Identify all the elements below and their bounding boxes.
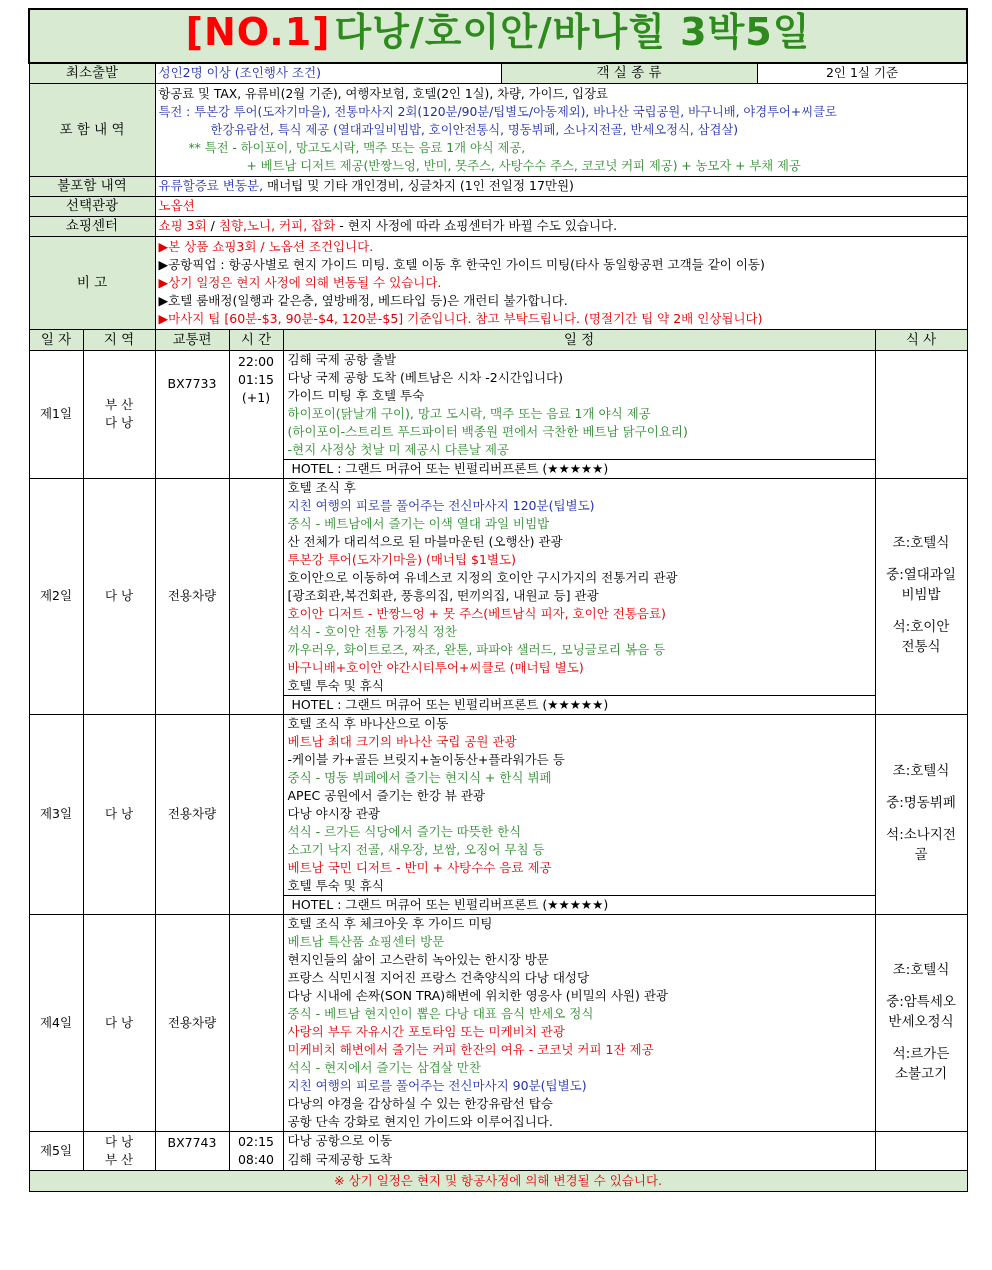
day-row <box>29 914 967 1131</box>
schedule-item: 다낭 공항으로 이동 <box>287 1132 393 1148</box>
day-meals <box>875 350 967 478</box>
schedule-item: 사랑의 부두 자유시간 포토타임 또는 미케비치 관광 <box>287 1023 565 1039</box>
shopping-count: 쇼핑 3회 <box>158 218 207 233</box>
day-region: 다 낭 부 산 <box>83 1131 155 1170</box>
excluded-label: 불포함 내역 <box>29 176 155 196</box>
included-line: 특전 : 투본강 투어(도자기마을), 전통마사지 2회(120분/90분/팁별도/아동제외), 바나산 국립공원, 바구니배, 야경투어+씨클로 <box>158 104 837 119</box>
schedule-item: 베트남 최대 크기의 바나산 국립 공원 관광 <box>287 733 517 749</box>
day-transport: 전용차량 <box>155 914 229 1131</box>
header-day: 일 자 <box>29 329 83 350</box>
schedule-item: 현지인들의 삶이 고스란히 녹아있는 한시장 방문 <box>287 951 549 967</box>
day-region: 다 낭 <box>83 478 155 714</box>
day-schedule <box>283 914 875 1131</box>
schedule-item: 중식 - 베트남에서 즐기는 이색 열대 과일 비빔밥 <box>287 515 550 531</box>
day-meals: 조:호텔식 중:암특세오 반세오정식 석:르가든 소불고기 <box>875 914 967 1131</box>
schedule-item: 호텔 조식 후 체크아웃 후 가이드 미팅 <box>287 915 493 931</box>
room-type-label: 객 실 종 류 <box>501 63 757 83</box>
day-meals <box>875 1131 967 1170</box>
schedule-item: 호텔 투숙 및 휴식 <box>287 877 384 893</box>
schedule-item: 베트남 국민 디저트 - 반미 + 사탕수수 음료 제공 <box>287 859 552 875</box>
header-meal: 식 사 <box>875 329 967 350</box>
schedule-item: 프랑스 식민시절 지어진 프랑스 건축양식의 다낭 대성당 <box>287 969 590 985</box>
schedule-item: 호텔 조식 후 <box>287 479 356 495</box>
title-number: [NO.1] <box>185 9 331 54</box>
schedule-item: 중식 - 명동 뷔페에서 즐기는 현지식 + 한식 뷔페 <box>287 769 552 785</box>
included-line: + 베트남 디저트 제공(반짱느엉, 반미, 못주스, 사탕수수 주스, 코코넛 커피 제공) + 농모자 + 부채 제공 <box>246 158 801 173</box>
schedule-item: 다낭의 야경을 감상하실 수 있는 한강유람선 탑승 <box>287 1095 553 1111</box>
schedule-item: 산 전체가 대리석으로 된 마블마운틴 (오행산) 관광 <box>287 533 563 549</box>
schedule-item: 중식 - 베트남 현지인이 뽑은 다낭 대표 음식 반세오 정식 <box>287 1005 594 1021</box>
day-transport: 전용차량 <box>155 478 229 714</box>
day-schedule <box>283 714 875 914</box>
schedule-item: 호이안 디저트 - 반짱느엉 + 못 주스(베트남식 피자, 호이안 전통음료) <box>287 605 666 621</box>
schedule-item: [광조회관,복건회관, 풍흥의집, 떤끼의집, 내원교 등] 관광 <box>287 587 599 603</box>
day-time: 22:00 01:15 (+1) <box>229 350 283 478</box>
day-time <box>229 478 283 714</box>
schedule-item: 하이포이(닭날개 구이), 망고 도시락, 맥주 또는 음료 1개 야식 제공 <box>287 405 651 421</box>
schedule-item: 지친 여행의 피로를 풀어주는 전신마사지 90분(팁별도) <box>287 1077 587 1093</box>
day-row <box>29 1131 967 1170</box>
day-label: 제3일 <box>29 714 83 914</box>
remarks-label: 비 고 <box>29 236 155 329</box>
day-meals: 조:호텔식 중:열대과일 비빔밥 석:호이안 전통식 <box>875 478 967 714</box>
day-transport: BX7743 <box>155 1131 229 1170</box>
schedule-item: 소고기 낙지 전골, 새우장, 보쌈, 오징어 무침 등 <box>287 841 545 857</box>
included-line: 한강유람선, 특식 제공 (열대과일비빔밥, 호이안전통식, 명동뷔페, 소나지전골, 반세오정식, 삼겹살) <box>210 122 739 137</box>
header-time: 시 간 <box>229 329 283 350</box>
shopping-label: 쇼핑센터 <box>29 216 155 236</box>
day-time <box>229 914 283 1131</box>
included-content <box>155 83 967 176</box>
remark-item: ▶호텔 룸배정(일행과 같은층, 옆방배정, 베드타입 등)은 개런티 불가합니다. <box>158 292 568 308</box>
optional-tour-value: 노옵션 <box>155 196 967 216</box>
day-region: 부 산 다 낭 <box>83 350 155 478</box>
excluded-value <box>155 176 967 196</box>
shopping-separator: / <box>206 218 219 233</box>
schedule-item: -케이블 카+골든 브릿지+놀이동산+플라워가든 등 <box>287 751 565 767</box>
schedule-item: 공항 단속 강화로 현지인 가이드와 이루어집니다. <box>287 1113 553 1129</box>
shopping-value <box>155 216 967 236</box>
day-row <box>29 478 967 714</box>
day-schedule <box>283 350 875 478</box>
header-transport: 교통편 <box>155 329 229 350</box>
shopping-note: - 현지 사정에 따라 쇼핑센터가 바뀔 수도 있습니다. <box>335 218 618 233</box>
day-label: 제5일 <box>29 1131 83 1170</box>
schedule-item: -현지 사정상 첫날 미 제공시 다른날 제공 <box>287 441 510 457</box>
schedule-item: 까우러우, 화이트로즈, 짜조, 완톤, 파파야 샐러드, 모닝글로리 볶음 등 <box>287 641 666 657</box>
excluded-rest: 매너팁 및 기타 개인경비, 싱글차지 (1인 전일정 17만원) <box>263 178 574 193</box>
schedule-item: 석식 - 호이안 전통 가정식 정찬 <box>287 623 457 639</box>
day-transport: BX7733 <box>155 350 229 478</box>
remark-item: ▶공항픽업 : 항공사별로 현지 가이드 미팅. 호텔 이동 후 한국인 가이드 미팅(타사 동일항공편 고객들 같이 이동) <box>158 256 765 272</box>
hotel-info: HOTEL : 그랜드 머큐어 또는 빈펄리버프론트 (★★★★★) <box>284 459 875 478</box>
min-departure-value: 성인2명 이상 (조인행사 조건) <box>155 63 501 83</box>
schedule-item: 김해 국제 공항 출발 <box>287 351 397 367</box>
schedule-item: 바구니배+호이안 야간시티투어+씨클로 (매너팁 별도) <box>287 659 584 675</box>
schedule-item: 호텔 투숙 및 휴식 <box>287 677 384 693</box>
shopping-items: 침향,노니, 커피, 잡화 <box>218 218 336 233</box>
schedule-item: 베트남 특산품 쇼핑센터 방문 <box>287 933 445 949</box>
schedule-item: 호이안으로 이동하여 유네스코 지정의 호이안 구시가지의 전통거리 관광 <box>287 569 678 585</box>
day-label: 제4일 <box>29 914 83 1131</box>
remarks-content <box>155 236 967 329</box>
schedule-item: 투본강 투어(도자기마을) (매너팁 $1별도) <box>287 551 516 567</box>
hotel-info: HOTEL : 그랜드 머큐어 또는 빈펄리버프론트 (★★★★★) <box>284 695 875 714</box>
schedule-item: 가이드 미팅 후 호텔 투숙 <box>287 387 425 403</box>
included-line: ** 특전 - 하이포이, 망고도시락, 맥주 또는 음료 1개 야식 제공, <box>188 140 526 155</box>
remark-item: ▶마사지 팁 [60분-$3, 90분-$4, 120분-$5] 기준입니다. 참고 부탁드립니다. (명절기간 팁 약 2배 인상됩니다) <box>158 310 763 326</box>
schedule-item: 석식 - 르가든 식당에서 즐기는 따뜻한 한식 <box>287 823 522 839</box>
header-region: 지 역 <box>83 329 155 350</box>
itinerary-table <box>28 8 968 1192</box>
footer-notice: ※ 상기 일정은 현지 및 항공사정에 의해 변경될 수 있습니다. <box>29 1170 967 1191</box>
day-label: 제2일 <box>29 478 83 714</box>
schedule-item: (하이포이-스트리트 푸드파이터 백종원 편에서 극찬한 베트남 닭구이요리) <box>287 423 688 439</box>
day-label: 제1일 <box>29 350 83 478</box>
day-meals: 조:호텔식 중:명동뷔페 석:소나지전 골 <box>875 714 967 914</box>
day-transport: 전용차량 <box>155 714 229 914</box>
included-line: 항공료 및 TAX, 유류비(2월 기준), 여행자보험, 호텔(2인 1실), 차량, 가이드, 입장료 <box>158 86 608 101</box>
schedule-item: 김해 국제공항 도착 <box>287 1151 393 1167</box>
schedule-item: 지친 여행의 피로를 풀어주는 전신마사지 120분(팁별도) <box>287 497 595 513</box>
day-time: 02:15 08:40 <box>229 1131 283 1170</box>
page-title <box>29 9 967 63</box>
hotel-info: HOTEL : 그랜드 머큐어 또는 빈펄리버프론트 (★★★★★) <box>284 895 875 914</box>
included-label: 포 함 내 역 <box>29 83 155 176</box>
schedule-item: 다낭 야시장 관광 <box>287 805 380 821</box>
day-row <box>29 714 967 914</box>
remark-item: ▶상기 일정은 현지 사정에 의해 변동될 수 있습니다. <box>158 274 442 290</box>
title-main: 다낭/호이안/바나힐 3박5일 <box>334 9 811 54</box>
header-schedule: 일 정 <box>283 329 875 350</box>
schedule-item: 석식 - 현지에서 즐기는 삼겹살 만찬 <box>287 1059 481 1075</box>
room-type-value: 2인 1실 기준 <box>757 63 967 83</box>
schedule-item: 다낭 시내에 손짜(SON TRA)해변에 위치한 영응사 (비밀의 사원) 관광 <box>287 987 669 1003</box>
schedule-item: 호텔 조식 후 바나산으로 이동 <box>287 715 449 731</box>
day-row <box>29 350 967 478</box>
day-time <box>229 714 283 914</box>
schedule-item: APEC 공원에서 즐기는 한강 뷰 관광 <box>287 787 485 803</box>
itinerary-sheet <box>28 8 966 1192</box>
day-region: 다 낭 <box>83 714 155 914</box>
schedule-item: 미케비치 해변에서 즐기는 커피 한잔의 여유 - 코코넛 커피 1잔 제공 <box>287 1041 654 1057</box>
day-schedule <box>283 1131 875 1170</box>
excluded-fuel: 유류할증료 변동분, <box>158 178 264 193</box>
day-region: 다 낭 <box>83 914 155 1131</box>
min-departure-label: 최소출발 <box>29 63 155 83</box>
remark-item: ▶본 상품 쇼핑3회 / 노옵션 조건입니다. <box>158 238 374 254</box>
schedule-item: 다낭 국제 공항 도착 (베트남은 시차 -2시간입니다) <box>287 369 563 385</box>
day-schedule <box>283 478 875 714</box>
optional-tour-label: 선택관광 <box>29 196 155 216</box>
